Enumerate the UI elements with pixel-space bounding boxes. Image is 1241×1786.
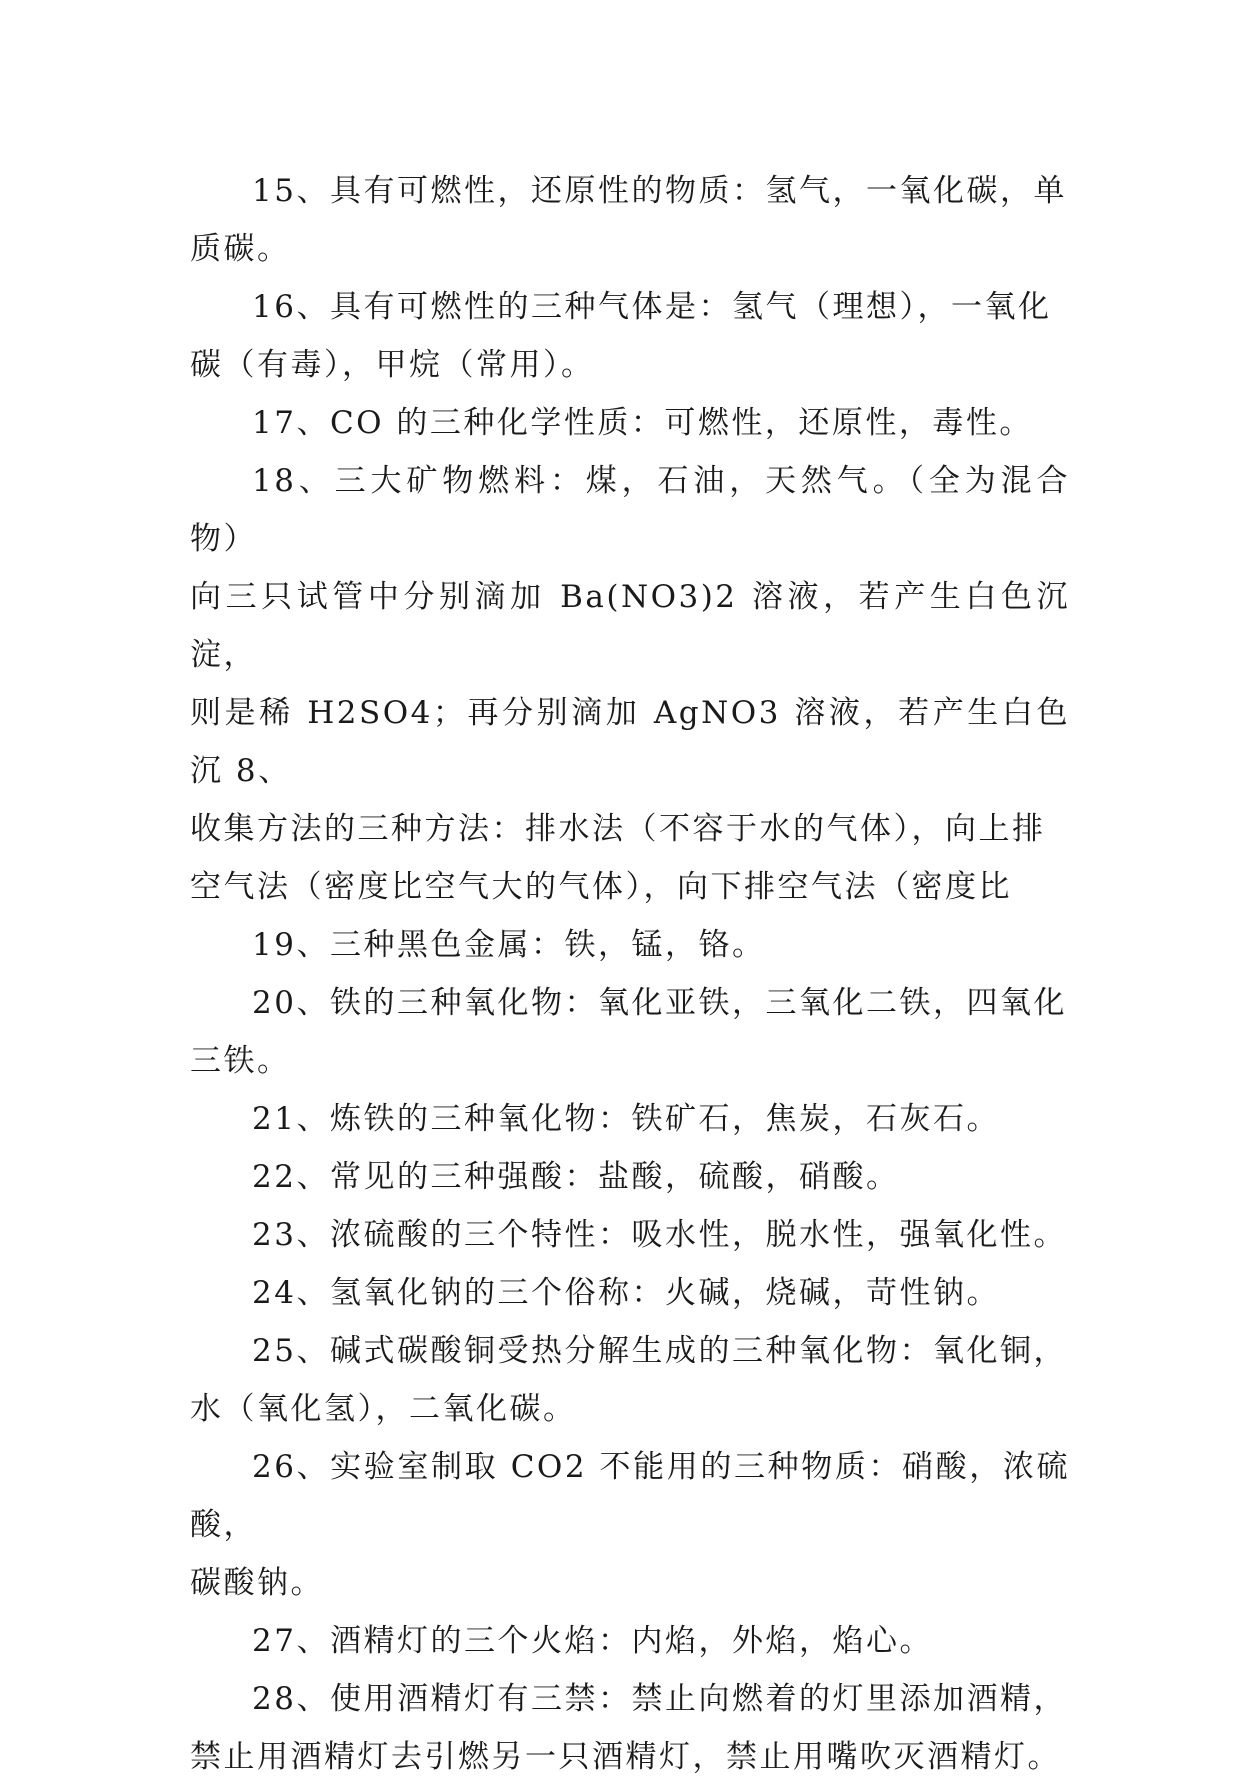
paragraph-line: 则是稀 H2SO4；再分别滴加 AgNO3 溶液，若产生白色沉 8、	[190, 695, 1070, 789]
paragraph-line: 向三只试管中分别滴加 Ba(NO3)2 溶液，若产生白色沉淀，	[190, 579, 1070, 673]
paragraph-27	[190, 1612, 1070, 1670]
paragraph-24	[190, 1264, 1070, 1322]
paragraph-line: 25、碱式碳酸铜受热分解生成的三种氧化物：氧化铜，	[252, 1333, 1067, 1369]
paragraph-line: 27、酒精灯的三个火焰：内焰，外焰，焰心。	[252, 1623, 933, 1659]
paragraph-15	[190, 162, 1070, 278]
paragraph-line: 三铁。	[190, 1043, 291, 1079]
paragraph-26	[190, 1438, 1070, 1612]
paragraph-line: 24、氢氧化钠的三个俗称：火碱，烧碱，苛性钠。	[252, 1275, 1000, 1311]
document-body	[190, 162, 1070, 1786]
paragraph-line: 28、使用酒精灯有三禁：禁止向燃着的灯里添加酒精，	[252, 1681, 1067, 1717]
paragraph-line: 质碳。	[190, 231, 291, 267]
paragraph-22	[190, 1148, 1070, 1206]
paragraph-line: 18、三大矿物燃料：煤，石油，天然气。（全为混合物）	[190, 463, 1070, 557]
paragraph-line: 16、具有可燃性的三种气体是：氢气（理想），一氧化	[252, 289, 1052, 325]
paragraph-20	[190, 974, 1070, 1090]
paragraph-line: 禁止用酒精灯去引燃另一只酒精灯，禁止用嘴吹灭酒精灯。	[190, 1739, 1061, 1775]
paragraph-line: 水（氧化氢），二氧化碳。	[190, 1391, 577, 1427]
paragraph-19	[190, 916, 1070, 974]
paragraph-23	[190, 1206, 1070, 1264]
paragraph-line: 收集方法的三种方法：排水法（不容于水的气体），向上排	[190, 811, 1046, 847]
paragraph-18	[190, 452, 1070, 916]
paragraph-16	[190, 278, 1070, 394]
paragraph-21	[190, 1090, 1070, 1148]
paragraph-line: 碳酸钠。	[190, 1565, 324, 1601]
paragraph-line: 20、铁的三种氧化物：氧化亚铁，三氧化二铁，四氧化	[252, 985, 1067, 1021]
paragraph-28	[190, 1670, 1070, 1786]
paragraph-line: 19、三种黑色金属：铁，锰，铬。	[252, 927, 766, 963]
paragraph-line: 15、具有可燃性，还原性的物质：氢气，一氧化碳，单	[252, 173, 1067, 209]
paragraph-line: 22、常见的三种强酸：盐酸，硫酸，硝酸。	[252, 1159, 900, 1195]
paragraph-line: 23、浓硫酸的三个特性：吸水性，脱水性，强氧化性。	[252, 1217, 1067, 1253]
paragraph-25	[190, 1322, 1070, 1438]
paragraph-17	[190, 394, 1070, 452]
paragraph-line: 空气法（密度比空气大的气体），向下排空气法（密度比	[190, 869, 1012, 905]
paragraph-line: 26、实验室制取 CO2 不能用的三种物质：硝酸，浓硫酸，	[190, 1449, 1070, 1543]
paragraph-line: 17、CO 的三种化学性质：可燃性，还原性，毒性。	[252, 405, 1033, 441]
paragraph-line: 碳（有毒），甲烷（常用）。	[190, 347, 595, 383]
paragraph-line: 21、炼铁的三种氧化物：铁矿石，焦炭，石灰石。	[252, 1101, 1000, 1137]
